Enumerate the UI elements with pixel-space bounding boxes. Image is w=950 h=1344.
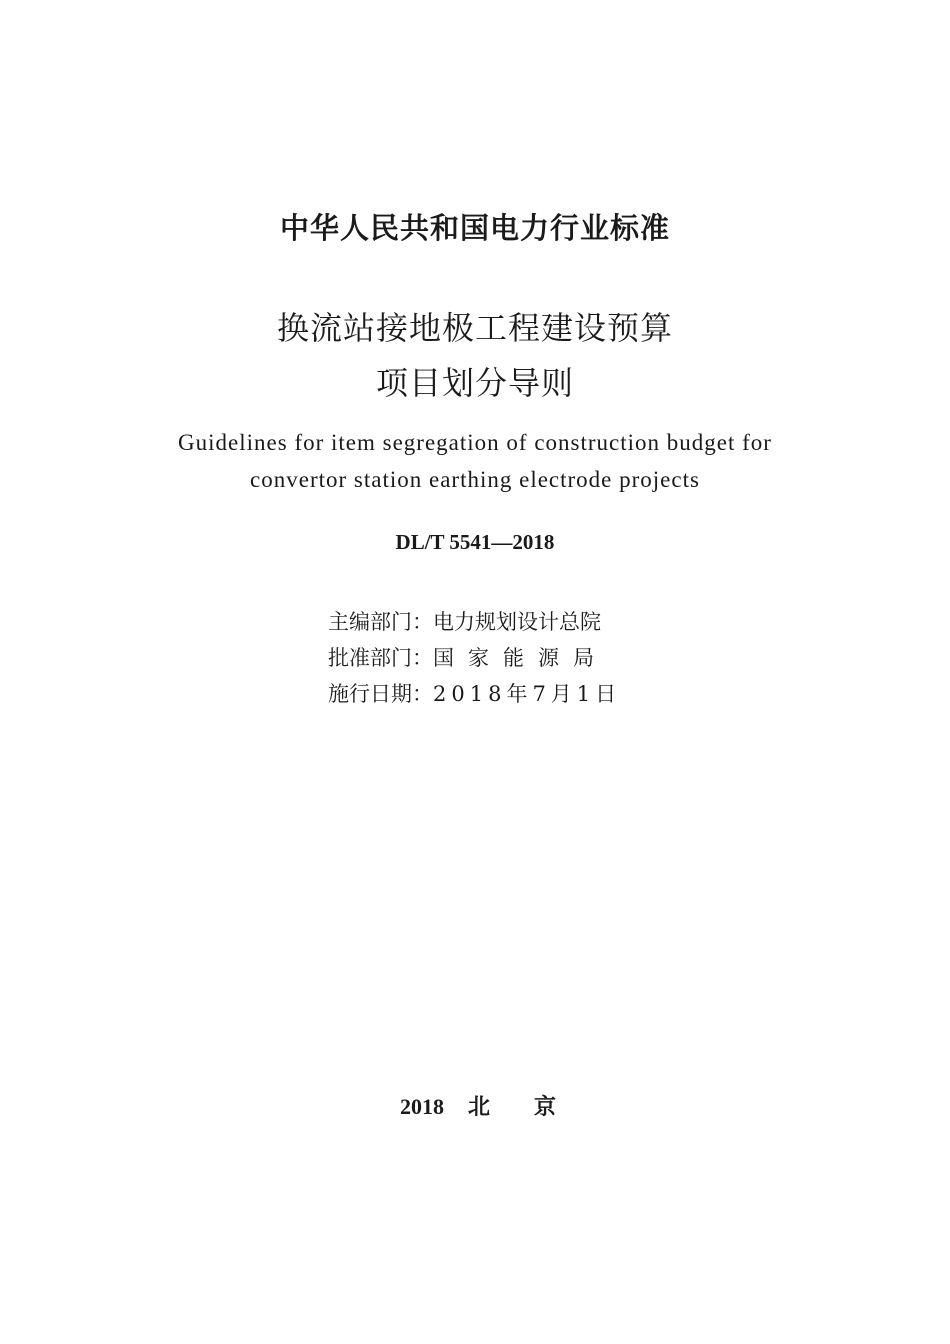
editor-label: 主编部门： [328,610,433,634]
title-chinese-line2: 项目划分导则 [375,364,574,402]
title-chinese-line1: 换流站接地极工程建设预算 [276,309,673,347]
date-row [328,678,621,708]
standard-category: 中华人民共和国电力行业标准 [279,211,670,245]
publication-year: 2018 [400,1094,444,1119]
title-english-line2: convertor station earthing electrode projects [250,467,700,492]
date-value: 2018年7月1日 [433,682,622,706]
approver-label: 批准部门： [328,646,433,670]
title-english-line1: Guidelines for item segregation of construction budget for [178,430,772,455]
standard-code: DL/T 5541—2018 [395,530,555,554]
approver-value: 国家能源局 [433,646,608,670]
editor-value: 电力规划设计总院 [433,610,601,634]
publication-footer [400,1090,600,1121]
approver-row [328,642,608,672]
editor-row [328,606,601,636]
date-label: 施行日期： [328,682,433,706]
publication-city: 北京 [468,1094,601,1119]
